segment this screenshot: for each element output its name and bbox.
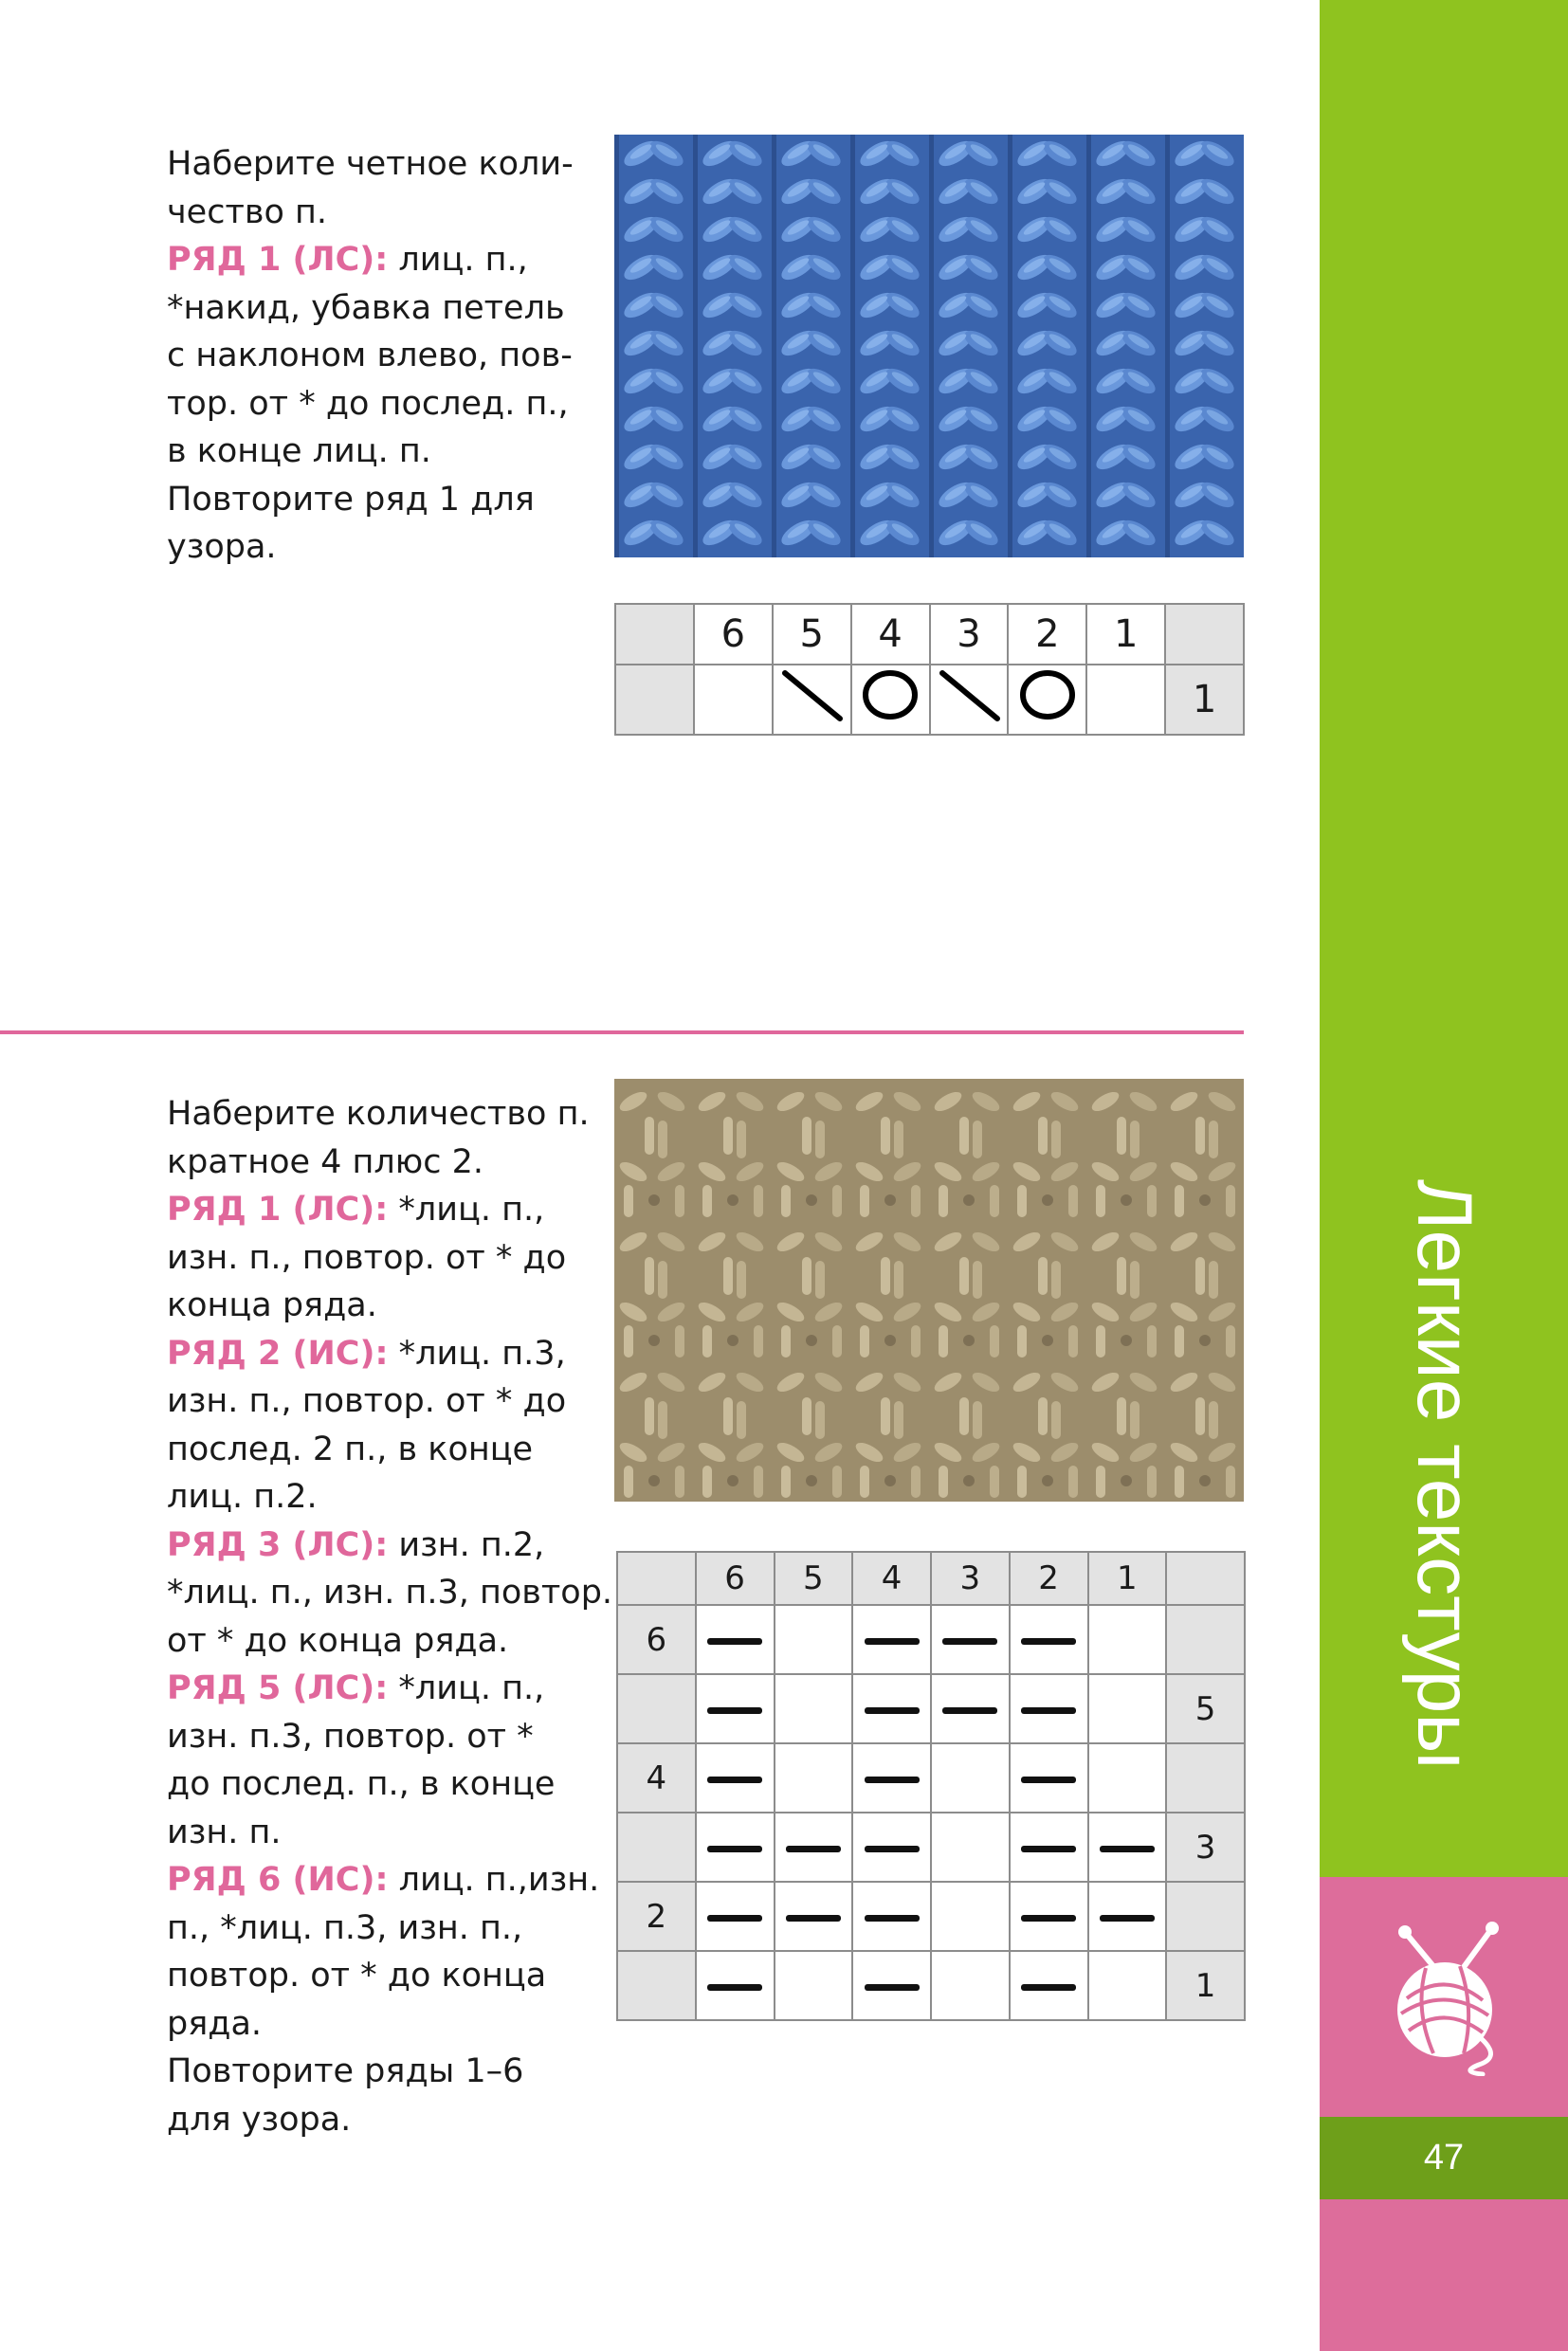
chart-stitch-cell — [931, 1743, 1010, 1813]
purl-symbol — [865, 1638, 920, 1645]
instruction-text: лиц. п., *накид, убавка петель с наклоном влево, пов- тор. от * до послед. п., в конце лиц. п. — [167, 241, 573, 470]
chart-row-label — [1166, 1882, 1245, 1951]
chart-stitch-cell — [1010, 1605, 1088, 1674]
instruction-text: *лиц. п., изн. п.3, повтор. от * до послед. п., в конце изн. п. — [167, 1669, 556, 1851]
purl-symbol — [1021, 1638, 1076, 1645]
chart-stitch-cell — [930, 665, 1009, 735]
chart-stitch-cell — [931, 1882, 1010, 1951]
purl-symbol — [1100, 1915, 1155, 1922]
instruction-paragraph — [167, 1186, 612, 1330]
knitted-swatch-blue-image — [614, 135, 1244, 557]
chart-stitch-cell — [696, 1743, 775, 1813]
purl-symbol — [707, 1638, 762, 1645]
chart-stitch-cell — [694, 665, 773, 735]
chart-stitch-cell — [931, 1951, 1010, 2020]
row-label: РЯД 2 (ИС): — [167, 1334, 389, 1373]
row-label: РЯД 5 (ЛС): — [167, 1669, 389, 1707]
instruction-paragraph — [167, 140, 574, 236]
chart-row — [615, 665, 1244, 735]
chart-corner — [615, 604, 694, 665]
chart-stitch-cell — [1088, 1605, 1167, 1674]
chart-stitch-cell — [696, 1951, 775, 2020]
chart-row-label: 1 — [1166, 1951, 1245, 2020]
chart-stitch-cell — [852, 1813, 931, 1882]
chart-row — [617, 1882, 1245, 1951]
row-label: РЯД 6 (ИС): — [167, 1861, 389, 1899]
instruction-paragraph — [167, 2048, 612, 2143]
instruction-text: лиц. п.,изн. п., *лиц. п.3, изн. п., повтор. от * до конца ряда. — [167, 1861, 600, 2043]
chart-row-label — [617, 1813, 696, 1882]
chart-stitch-cell — [1010, 1743, 1088, 1813]
purl-symbol — [942, 1638, 997, 1645]
chart-stitch-cell — [696, 1605, 775, 1674]
purl-symbol — [707, 1707, 762, 1714]
purl-symbol — [865, 1915, 920, 1922]
instruction-text: Повторите ряды 1–6 для узора. — [167, 2052, 524, 2139]
chart-stitch-cell — [773, 665, 851, 735]
row-label: РЯД 1 (ЛС): — [167, 1191, 389, 1229]
instruction-paragraph — [167, 236, 574, 476]
instruction-text: Наберите четное коли- чество п. — [167, 145, 574, 231]
chart-stitch-cell — [931, 1813, 1010, 1882]
swatch-photo-blue-rib — [614, 135, 1244, 557]
chart-row-label: 4 — [617, 1743, 696, 1813]
chart-stitch-cell — [1088, 1674, 1167, 1743]
instruction-paragraph — [167, 1330, 612, 1522]
chart-column-label: 4 — [852, 1552, 931, 1605]
chart-column-label: 2 — [1008, 604, 1086, 665]
purl-symbol — [786, 1915, 841, 1922]
chart-pattern-2 — [616, 1551, 1246, 2021]
chart-corner — [1166, 1552, 1245, 1605]
purl-symbol — [865, 1984, 920, 1991]
chart-stitch-cell — [775, 1813, 853, 1882]
chart-stitch-cell — [852, 1951, 931, 2020]
left-slanting-decrease-symbol — [931, 665, 1007, 724]
instruction-paragraph — [167, 1522, 612, 1666]
chart-stitch-cell — [852, 1743, 931, 1813]
page-number: 47 — [1423, 2138, 1465, 2178]
chart-stitch-cell — [852, 1605, 931, 1674]
chart-row-label — [1166, 1605, 1245, 1674]
instruction-text: Повторите ряд 1 для узора. — [167, 480, 535, 566]
chart-stitch-cell — [775, 1951, 853, 2020]
chart-column-label: 4 — [851, 604, 930, 665]
purl-symbol — [865, 1707, 920, 1714]
chart-stitch-cell — [775, 1743, 853, 1813]
yarn-over-symbol — [1014, 665, 1081, 724]
chart-stitch-cell — [1088, 1743, 1167, 1813]
chart-stitch-cell — [1088, 1882, 1167, 1951]
sidebar-pink-band-bottom — [1320, 2199, 1568, 2351]
chart-corner — [617, 1552, 696, 1605]
instruction-text: *лиц. п.3, изн. п., повтор. от * до послед. 2 п., в конце лиц. п.2. — [167, 1334, 567, 1516]
chart-column-label: 6 — [694, 604, 773, 665]
instructions-pattern-2 — [167, 1090, 612, 2143]
chart-row-label: 2 — [617, 1882, 696, 1951]
purl-symbol — [865, 1777, 920, 1783]
chart-pattern-1 — [614, 603, 1245, 736]
purl-symbol — [707, 1846, 762, 1852]
chart-stitch-cell — [1010, 1674, 1088, 1743]
chart-stitch-cell — [1088, 1951, 1167, 2020]
chart-stitch-cell — [775, 1674, 853, 1743]
chart-stitch-cell — [1010, 1951, 1088, 2020]
chart-corner — [1165, 604, 1244, 665]
chart-stitch-cell — [1088, 1813, 1167, 1882]
chart-column-label: 1 — [1088, 1552, 1167, 1605]
chart-row — [617, 1605, 1245, 1674]
chart-stitch-cell — [696, 1813, 775, 1882]
chart-column-label: 5 — [775, 1552, 853, 1605]
chart-row — [617, 1743, 1245, 1813]
chart-stitch-cell — [775, 1605, 853, 1674]
instruction-text: изн. п.2, *лиц. п., изн. п.3, повтор. от * до конца ряда. — [167, 1525, 613, 1660]
yarn-ball-icon — [1377, 1915, 1519, 2076]
chart-stitch-cell — [931, 1674, 1010, 1743]
instruction-paragraph — [167, 1665, 612, 1856]
left-slanting-decrease-symbol — [774, 665, 849, 724]
chart-stitch-cell — [696, 1674, 775, 1743]
chart-stitch-cell — [1010, 1882, 1088, 1951]
chart-row-label — [617, 1951, 696, 2020]
chart-row-label — [1166, 1743, 1245, 1813]
instructions-pattern-1 — [167, 140, 574, 572]
chart-row — [617, 1951, 1245, 2020]
sidebar-pink-band — [1320, 1877, 1568, 2117]
purl-symbol — [707, 1915, 762, 1922]
section-divider — [0, 1030, 1244, 1034]
chart-column-label: 2 — [1010, 1552, 1088, 1605]
chart-stitch-cell — [775, 1882, 853, 1951]
purl-symbol — [1021, 1846, 1076, 1852]
instruction-paragraph — [167, 476, 574, 572]
instruction-text: *лиц. п., изн. п., повтор. от * до конца ряда. — [167, 1191, 567, 1324]
purl-symbol — [786, 1846, 841, 1852]
instruction-paragraph — [167, 1090, 612, 1186]
yarn-over-symbol — [857, 665, 923, 724]
chart-stitch-cell — [1008, 665, 1086, 735]
chart-row-label — [617, 1674, 696, 1743]
chart-row-label: 3 — [1166, 1813, 1245, 1882]
chart-column-label: 1 — [1086, 604, 1165, 665]
chart-stitch-cell — [852, 1882, 931, 1951]
purl-symbol — [707, 1984, 762, 1991]
chart-stitch-cell — [1010, 1813, 1088, 1882]
chart-row-label: 5 — [1166, 1674, 1245, 1743]
row-label: РЯД 1 (ЛС): — [167, 241, 389, 279]
purl-symbol — [1021, 1707, 1076, 1714]
chart-stitch-cell — [1086, 665, 1165, 735]
chapter-sidebar — [1320, 0, 1568, 2351]
chart-stitch-cell — [852, 1674, 931, 1743]
chart-row — [617, 1813, 1245, 1882]
chart-stitch-cell — [851, 665, 930, 735]
purl-symbol — [1021, 1915, 1076, 1922]
chart-row — [617, 1674, 1245, 1743]
chart-column-label: 3 — [930, 604, 1009, 665]
sidebar-green-band — [1320, 0, 1568, 1877]
purl-symbol — [865, 1846, 920, 1852]
instruction-text: Наберите количество п. кратное 4 плюс 2. — [167, 1095, 590, 1181]
knitted-swatch-beige-image — [614, 1079, 1244, 1502]
chart-row-label — [615, 665, 694, 735]
swatch-photo-beige-texture — [614, 1079, 1244, 1502]
chart-stitch-cell — [696, 1882, 775, 1951]
purl-symbol — [1100, 1846, 1155, 1852]
chart-row-label: 6 — [617, 1605, 696, 1674]
row-label: РЯД 3 (ЛС): — [167, 1525, 389, 1564]
chart-stitch-cell — [931, 1605, 1010, 1674]
chart-row-label: 1 — [1165, 665, 1244, 735]
chart-column-label: 3 — [931, 1552, 1010, 1605]
chapter-title: Легкие текстуры — [1401, 1178, 1487, 1770]
instruction-paragraph — [167, 1856, 612, 2048]
purl-symbol — [942, 1707, 997, 1714]
purl-symbol — [707, 1777, 762, 1783]
purl-symbol — [1021, 1984, 1076, 1991]
chart-column-label: 6 — [696, 1552, 775, 1605]
page-number-band — [1320, 2117, 1568, 2199]
purl-symbol — [1021, 1777, 1076, 1783]
chart-column-label: 5 — [773, 604, 851, 665]
